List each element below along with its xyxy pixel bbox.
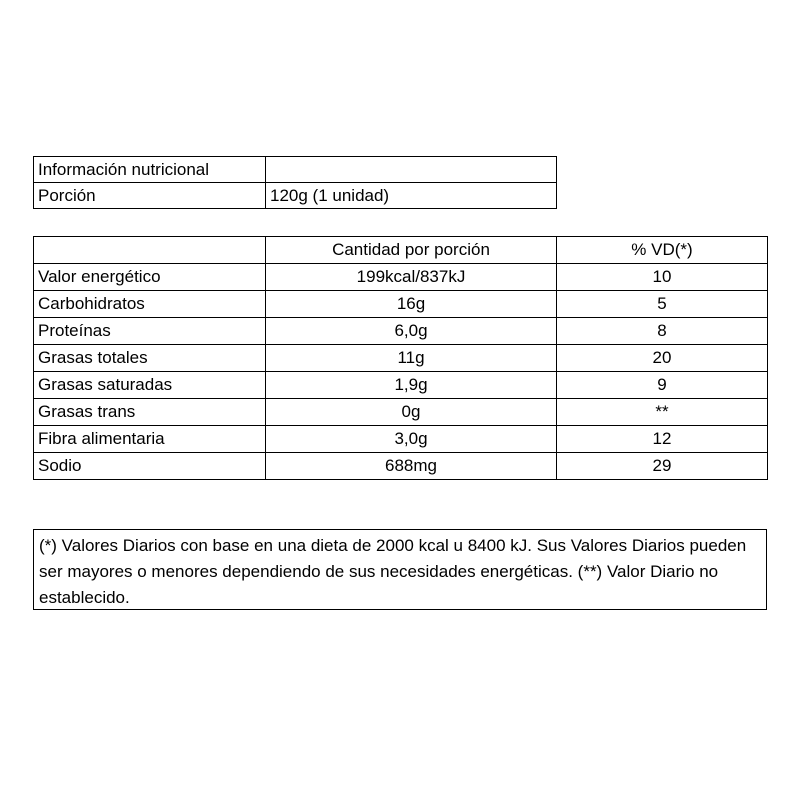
table-header-row (34, 237, 768, 264)
nutrient-name: Grasas saturadas (34, 372, 266, 399)
nutrient-amount: 199kcal/837kJ (266, 264, 557, 291)
table-row (34, 426, 768, 453)
table-row (34, 345, 768, 372)
info-title: Información nutricional (34, 157, 266, 183)
table-row (34, 264, 768, 291)
nutrient-amount: 16g (266, 291, 557, 318)
table-row (34, 372, 768, 399)
nutrient-name: Carbohidratos (34, 291, 266, 318)
nutrient-name: Proteínas (34, 318, 266, 345)
footnote-box (33, 529, 767, 610)
nutrient-name: Sodio (34, 453, 266, 480)
nutrient-daily-value: 9 (557, 372, 768, 399)
portion-label: Porción (34, 183, 266, 209)
nutrient-name: Grasas totales (34, 345, 266, 372)
nutrition-table (33, 236, 768, 480)
table-row (34, 453, 768, 480)
serving-info-table (33, 156, 557, 209)
nutrient-daily-value: 8 (557, 318, 768, 345)
info-title-row (34, 157, 557, 183)
nutrient-daily-value: 5 (557, 291, 768, 318)
nutrient-daily-value: 10 (557, 264, 768, 291)
nutrient-amount: 688mg (266, 453, 557, 480)
nutrient-name: Fibra alimentaria (34, 426, 266, 453)
info-title-value (266, 157, 557, 183)
header-nutrient (34, 237, 266, 264)
header-amount: Cantidad por porción (266, 237, 557, 264)
nutrient-amount: 0g (266, 399, 557, 426)
nutrient-name: Grasas trans (34, 399, 266, 426)
table-row (34, 318, 768, 345)
portion-value: 120g (1 unidad) (266, 183, 557, 209)
nutrient-daily-value: 12 (557, 426, 768, 453)
nutrient-amount: 11g (266, 345, 557, 372)
nutrient-daily-value: ** (557, 399, 768, 426)
table-row (34, 399, 768, 426)
nutrient-amount: 6,0g (266, 318, 557, 345)
nutrient-amount: 1,9g (266, 372, 557, 399)
portion-row (34, 183, 557, 209)
header-daily-value: % VD(*) (557, 237, 768, 264)
nutrient-daily-value: 20 (557, 345, 768, 372)
footnote-text: (*) Valores Diarios con base en una dieta de 2000 kcal u 8400 kJ. Sus Valores Diarios pueden ser mayores o menores dependiendo de sus necesidades energéticas. (**) Valor Diario no establecido. (39, 536, 747, 607)
nutrient-amount: 3,0g (266, 426, 557, 453)
nutrient-name: Valor energético (34, 264, 266, 291)
table-row (34, 291, 768, 318)
nutrient-daily-value: 29 (557, 453, 768, 480)
